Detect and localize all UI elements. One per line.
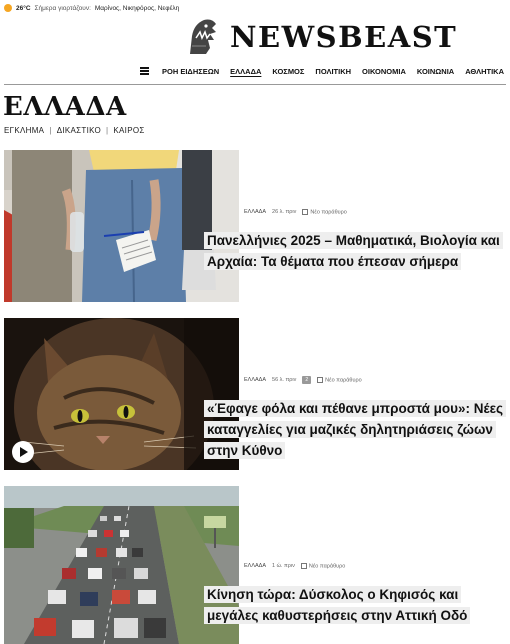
nav-item-athlitika[interactable]: ΑΘΛΗΤΙΚΑ xyxy=(465,66,504,76)
article-meta xyxy=(244,376,362,384)
article-category[interactable]: ΕΛΛΑΔΑ xyxy=(244,209,267,216)
nav-item-ellada[interactable]: ΕΛΛΑΔΑ xyxy=(230,66,262,76)
article-meta xyxy=(244,209,347,215)
external-link-icon xyxy=(317,377,323,383)
section-subnav xyxy=(4,126,145,135)
new-window-link[interactable] xyxy=(301,563,345,569)
menu-icon[interactable] xyxy=(140,67,149,75)
page-title: ΕΛΛΑΔΑ xyxy=(3,92,127,122)
nameday-label: Σήμερα γιορτάζουν: xyxy=(34,4,91,12)
new-window-label: Νέο παράθυρο xyxy=(310,209,347,216)
article-card[interactable] xyxy=(4,318,504,470)
shark-logo-icon xyxy=(182,18,222,56)
new-window-label: Νέο παράθυρο xyxy=(308,563,346,570)
temperature: 26°C xyxy=(16,4,31,12)
top-info-bar xyxy=(4,2,179,14)
article-headline[interactable] xyxy=(204,584,504,626)
exam-students-image xyxy=(4,150,239,302)
headline-text: «Έφαγε φόλα και πέθανε μπροστά μου»: Νέες καταγγελίες για μαζικές δηλητηριάσεις ζώων στην Κύθνο xyxy=(204,400,506,459)
nav-item-kosmos[interactable]: ΚΟΣΜΟΣ xyxy=(272,66,305,76)
logo-text: NEWSBEAST xyxy=(230,20,458,54)
nameday-names[interactable]: Μαρίνος, Νικηφόρος, Νεφέλη xyxy=(94,4,180,12)
article-category[interactable]: ΕΛΛΑΔΑ xyxy=(244,377,267,383)
article-meta xyxy=(244,563,345,569)
article-time: 56 λ. πριν xyxy=(272,377,297,383)
article-card[interactable] xyxy=(4,486,504,644)
subnav-separator: | xyxy=(106,126,109,135)
new-window-link[interactable] xyxy=(302,209,346,215)
article-category[interactable]: ΕΛΛΑΔΑ xyxy=(244,563,267,570)
subnav-item-dikastiko[interactable]: ΔΙΚΑΣΤΙΚΟ xyxy=(56,126,102,135)
external-link-icon xyxy=(302,209,308,215)
article-time: 1 ώ. πριν xyxy=(272,563,295,570)
comment-count-badge[interactable]: 2 xyxy=(302,376,311,384)
site-logo[interactable] xyxy=(182,18,457,56)
nav-item-politiki[interactable]: ΠΟΛΙΤΙΚΗ xyxy=(315,66,352,76)
external-link-icon xyxy=(301,563,307,569)
subnav-separator: | xyxy=(49,126,52,135)
new-window-link[interactable] xyxy=(317,377,361,383)
headline-text: Κίνηση τώρα: Δύσκολος ο Κηφισός και μεγάλες καθυστερήσεις στην Αττική Οδό xyxy=(204,586,470,624)
nav-item-roh[interactable]: ΡΟΗ ΕΙΔΗΣΕΩΝ xyxy=(162,66,220,76)
nav-item-koinonia[interactable]: ΚΟΙΝΩΝΙΑ xyxy=(416,66,455,76)
article-headline[interactable] xyxy=(204,398,504,461)
article-card[interactable] xyxy=(4,150,504,302)
new-window-label: Νέο παράθυρο xyxy=(325,377,362,384)
article-time: 26 λ. πριν xyxy=(272,209,297,216)
subnav-item-egklima[interactable]: ΕΓΚΛΗΜΑ xyxy=(4,126,45,135)
nav-divider xyxy=(4,84,506,85)
nav-item-oikonomia[interactable]: ΟΙΚΟΝΟΜΙΑ xyxy=(362,66,406,76)
headline-text: Πανελλήνιες 2025 – Μαθηματικά, Βιολογία και Αρχαία: Τα θέματα που έπεσαν σήμερα xyxy=(204,232,503,270)
play-video-icon[interactable] xyxy=(12,441,34,463)
main-nav xyxy=(140,64,504,78)
sun-icon xyxy=(4,4,12,12)
subnav-item-kairos[interactable]: ΚΑΙΡΟΣ xyxy=(113,126,145,135)
article-headline[interactable] xyxy=(204,230,504,272)
article-thumbnail[interactable] xyxy=(4,150,239,302)
